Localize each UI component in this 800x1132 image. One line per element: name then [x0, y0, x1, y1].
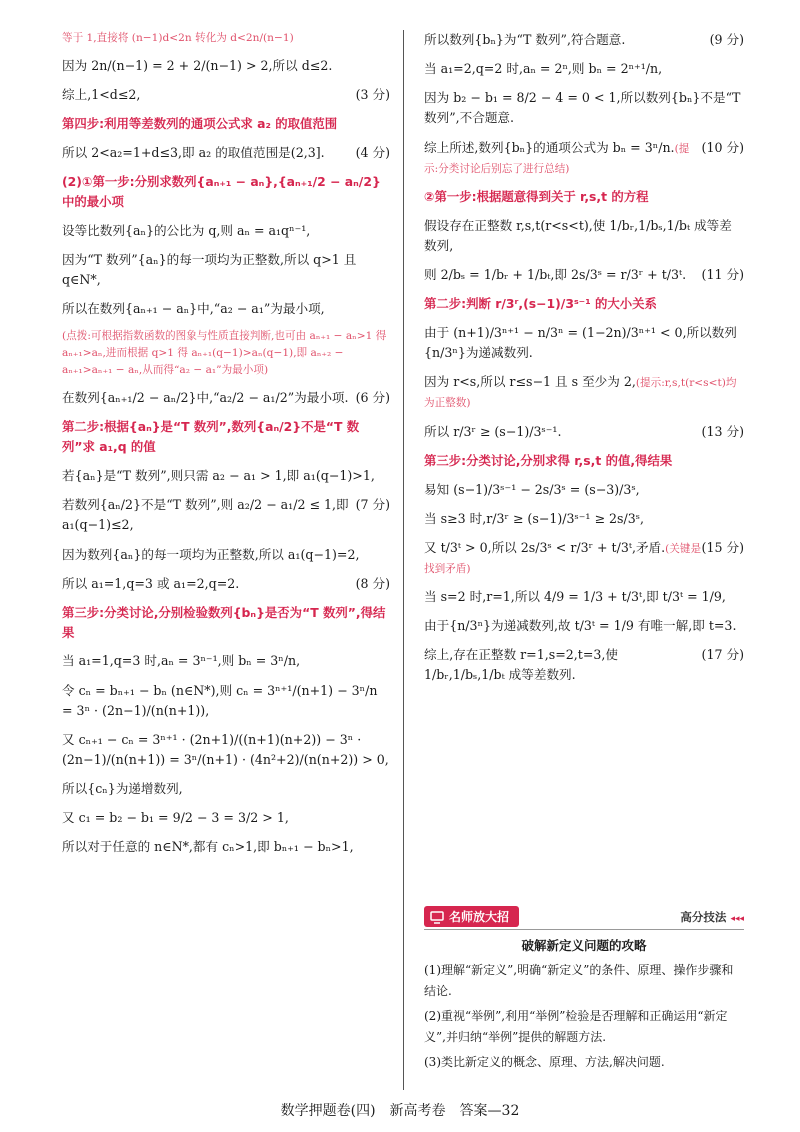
solution-line — [62, 779, 390, 799]
tip-header — [424, 906, 744, 930]
step-heading — [62, 172, 390, 212]
tip-title: 破解新定义问题的攻略 — [521, 938, 647, 953]
solution-line — [62, 221, 390, 241]
solution-line — [62, 85, 390, 105]
line-text: 等于 1,直接将 (n−1)d<2n 转化为 d<2n/(n−1) — [62, 32, 294, 44]
line-text: (2)①第一步:分别求数列{aₙ₊₁ − aₙ},{aₙ₊₁/2 − aₙ/2}中的最小项 — [62, 174, 381, 210]
score-label: (17 分) — [701, 647, 744, 663]
line-text: 第三步:分类讨论,分别求得 r,s,t 的值,得结果 — [424, 452, 673, 468]
line-text: 因为 r<s,所以 r≤s−1 且 s 至少为 2, — [424, 374, 636, 390]
score-label: (4 分) — [355, 145, 390, 161]
solution-line — [424, 88, 744, 128]
solution-line — [424, 216, 744, 256]
score-label: (6 分) — [355, 390, 390, 406]
solution-line — [62, 388, 390, 408]
step-heading — [62, 603, 390, 643]
line-text: 因为 2n/(n−1) = 2 + 2/(n−1) > 2,所以 d≤2. — [62, 57, 333, 73]
solution-line — [424, 372, 744, 412]
line-text: 所以数列{bₙ}为“T 数列”,符合题意. — [424, 32, 626, 47]
line-text: 所以 r/3ʳ ≥ (s−1)/3ˢ⁻¹. — [424, 423, 562, 439]
column-divider — [403, 30, 404, 1090]
solution-line — [424, 323, 744, 363]
step-heading — [424, 294, 744, 314]
step-heading — [424, 187, 744, 207]
solution-line — [62, 545, 390, 565]
line-text: 第四步:利用等差数列的通项公式求 a₂ 的取值范围 — [62, 116, 338, 132]
line-text: 假设存在正整数 r,s,t(r<s<t),使 1/bᵣ,1/bₛ,1/bₜ 成等差数列, — [424, 217, 732, 253]
line-text: 所以在数列{aₙ₊₁ − aₙ}中,“a₂ − a₁”为最小项, — [62, 301, 325, 317]
tip-box — [424, 906, 744, 1077]
score-label: (10 分) — [701, 139, 744, 155]
solution-line — [62, 574, 390, 594]
solution-line — [62, 466, 390, 486]
line-text: 所以 2<a₂=1+d≤3,即 a₂ 的取值范围是(2,3]. — [62, 145, 325, 161]
tip-tag — [680, 909, 744, 925]
solution-line — [62, 837, 390, 857]
inline-note: (提示:r,s,t(r<s<t)均为正整数) — [424, 377, 737, 410]
solution-line — [424, 538, 744, 578]
step-heading — [424, 451, 744, 471]
line-text: 又 t/3ᵗ > 0,所以 2s/3ˢ < r/3ʳ + t/3ᵗ,矛盾. — [424, 539, 666, 555]
solution-line — [424, 138, 744, 178]
line-text: 由于 (n+1)/3ⁿ⁺¹ − n/3ⁿ = (1−2n)/3ⁿ⁺¹ < 0,所以数列{n/3ⁿ}为递减数列. — [424, 324, 737, 361]
line-text: 因为数列{aₙ}的每一项均为正整数,所以 a₁(q−1)=2, — [62, 546, 360, 562]
line-text: 第二步:判断 r/3ʳ,(s−1)/3ˢ⁻¹ 的大小关系 — [424, 296, 657, 312]
line-text: 第二步:根据{aₙ}是“T 数列”,数列{aₙ/2}不是“T 数列”求 a₁,q 的值 — [62, 419, 360, 455]
teacher-icon — [430, 910, 444, 924]
line-text: 若{aₙ}是“T 数列”,则只需 a₂ − a₁ > 1,即 a₁(q−1)>1, — [62, 468, 375, 484]
solution-line — [424, 480, 744, 500]
right-column — [424, 30, 744, 695]
line-text: 综上所述,数列{bₙ}的通项公式为 bₙ = 3ⁿ/n. — [424, 139, 675, 155]
step-heading — [62, 114, 390, 134]
page-footer: 数学押题卷(四) 新高考卷 答案—32 — [280, 1103, 520, 1119]
note-text — [62, 30, 390, 47]
line-text: 又 c₁ = b₂ − b₁ = 9/2 − 3 = 3/2 > 1, — [62, 810, 289, 826]
line-text: 所以{cₙ}为递增数列, — [62, 781, 183, 797]
solution-line — [424, 30, 744, 50]
solution-line — [62, 250, 390, 290]
solution-line — [62, 651, 390, 671]
line-text: 则 2/bₛ = 1/bᵣ + 1/bₜ,即 2s/3ˢ = r/3ʳ + t/3ᵗ. — [424, 266, 687, 282]
line-text: 当 a₁=1,q=3 时,aₙ = 3ⁿ⁻¹,则 bₙ = 3ⁿ/n, — [62, 653, 301, 669]
score-label: (9 分) — [709, 32, 744, 47]
solution-line — [62, 808, 390, 828]
note-text — [62, 328, 390, 379]
line-text: 当 s≥3 时,r/3ʳ ≥ (s−1)/3ˢ⁻¹ ≥ 2s/3ˢ, — [424, 510, 645, 526]
arrows-icon: ◂◂◂ — [730, 913, 744, 924]
line-text: 当 a₁=2,q=2 时,aₙ = 2ⁿ,则 bₙ = 2ⁿ⁺¹/n, — [424, 61, 663, 77]
solution-line — [424, 265, 744, 285]
step-heading — [62, 417, 390, 457]
tip-item: (3)类比新定义的概念、原理、方法,解决问题. — [424, 1055, 665, 1069]
solution-line — [424, 509, 744, 529]
line-text: 综上,1<d≤2, — [62, 87, 141, 103]
solution-line — [424, 59, 744, 79]
line-text: 易知 (s−1)/3ˢ⁻¹ − 2s/3ˢ = (s−3)/3ˢ, — [424, 481, 640, 497]
line-text: 当 s=2 时,r=1,所以 4/9 = 1/3 + t/3ᵗ,即 t/3ᵗ = 1/9, — [424, 589, 726, 605]
solution-line — [62, 56, 390, 76]
score-label: (13 分) — [701, 423, 744, 439]
solution-line — [424, 645, 744, 685]
solution-line — [62, 681, 390, 721]
line-text: 又 cₙ₊₁ − cₙ = 3ⁿ⁺¹ · (2n+1)/((n+1)(n+2)) − 3ⁿ · (2n−1)/(n(n+1)) = 3ⁿ/(n+1) · (4n²+2)/(n(n+2)) > 0, — [62, 731, 389, 768]
score-label: (15 分) — [701, 539, 744, 555]
line-text: 综上,存在正整数 r=1,s=2,t=3,使 1/bᵣ,1/bₛ,1/bₜ 成等差数列. — [424, 647, 619, 683]
tip-tag-label: 高分技法 — [680, 909, 727, 924]
inline-note: (提示:分类讨论后别忘了进行总结) — [424, 142, 690, 175]
solution-line — [424, 422, 744, 442]
line-text: (点拨:可根据指数函数的图象与性质直接判断,也可由 aₙ₊₁ − aₙ>1 得 aₙ₊₁>aₙ,进而根据 q>1 得 aₙ₊₁(q−1)>aₙ(q−1),即 aₙ₊₂ − aₙ₊₁>aₙ₊₁ − aₙ,从而得“a₂ − a₁”为最小项) — [62, 330, 387, 377]
inline-note: (关键是找到矛盾) — [424, 542, 702, 575]
score-label: (3 分) — [355, 87, 390, 103]
score-label: (8 分) — [355, 575, 390, 591]
line-text: 设等比数列{aₙ}的公比为 q,则 aₙ = a₁qⁿ⁻¹, — [62, 222, 311, 238]
solution-line — [424, 616, 744, 636]
line-text: 由于{n/3ⁿ}为递减数列,故 t/3ᵗ = 1/9 有唯一解,即 t=3. — [424, 618, 737, 634]
score-label: (11 分) — [701, 266, 744, 282]
left-column — [62, 30, 390, 867]
solution-line — [62, 730, 390, 770]
line-text: 若数列{aₙ/2}不是“T 数列”,则 a₂/2 − a₁/2 ≤ 1,即 a₁(q−1)≤2, — [62, 497, 349, 533]
tip-badge-label: 名师放大招 — [449, 910, 510, 924]
solution-line — [62, 495, 390, 535]
line-text: ②第一步:根据题意得到关于 r,s,t 的方程 — [424, 188, 649, 204]
tip-item: (1)理解“新定义”,明确“新定义”的条件、原理、操作步骤和结论. — [424, 963, 734, 998]
solution-line — [62, 143, 390, 163]
line-text: 在数列{aₙ₊₁/2 − aₙ/2}中,“a₂/2 − a₁/2”为最小项. — [62, 390, 349, 406]
line-text: 所以对于任意的 n∈N*,都有 cₙ>1,即 bₙ₊₁ − bₙ>1, — [62, 839, 354, 855]
line-text: 令 cₙ = bₙ₊₁ − bₙ (n∈N*),则 cₙ = 3ⁿ⁺¹/(n+1) − 3ⁿ/n = 3ⁿ · (2n−1)/(n(n+1)), — [62, 682, 378, 718]
line-text: 因为 b₂ − b₁ = 8/2 − 4 = 0 < 1,所以数列{bₙ}不是“T 数列”,不合题意. — [424, 90, 741, 126]
solution-line — [62, 299, 390, 319]
score-label: (7 分) — [355, 497, 390, 513]
tip-item: (2)重视“举例”,利用“举例”检验是否理解和正确运用“新定义”,并归纳“举例”提供的解题方法. — [424, 1009, 728, 1044]
solution-line — [424, 587, 744, 607]
line-text: 因为“T 数列”{aₙ}的每一项均为正整数,所以 q>1 且 q∈N*, — [62, 252, 357, 288]
line-text: 第三步:分类讨论,分别检验数列{bₙ}是否为“T 数列”,得结果 — [62, 604, 386, 640]
line-text: 所以 a₁=1,q=3 或 a₁=2,q=2. — [62, 575, 240, 591]
tip-badge — [424, 906, 519, 927]
